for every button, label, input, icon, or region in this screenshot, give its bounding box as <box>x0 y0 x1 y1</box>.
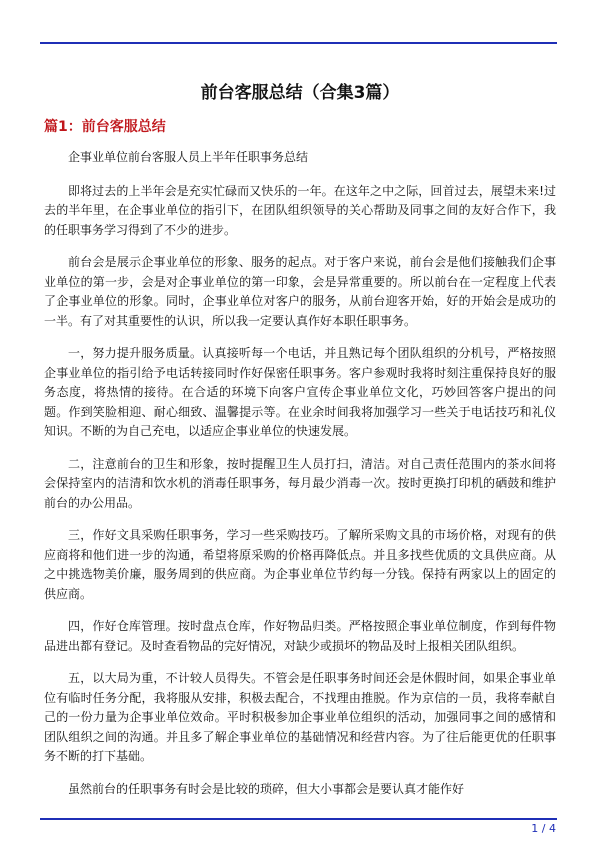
paragraph-closing: 虽然前台的任职事务有时会是比较的琐碎，但大小事都会是要认真才能作好 <box>68 781 465 796</box>
paragraph-point-3: 三，作好文具采购任职事务，学习一些采购技巧。了解所采购文具的市场价格，对现有的供应商将和他们进一步的沟通，希望将原采购的价格再降低点。并且多找些优质的文具供应商。从之中挑选物美价廉，服务周到的供应商。为企事业单位节约每一分钱。保持有两家以上的固定的供应商。 <box>44 528 556 601</box>
paragraph-point-5: 五，以大局为重，不计较人员得失。不管会是任职事务时间还会是休假时间，如果企事业单位有临时任务分配，我将服从安排，积极去配合，不找理由推脱。作为京信的一员，我将奉献自己的一份力量为企事业单位效命。平时积极参加企事业单位组织的活动，加强同事之间的感情和团队组织之间的沟通。并且多了解企事业单位的基础情况和经营内容。为了往后能更优的任职事务不断的打下基础。 <box>44 671 556 763</box>
page-number: 1 / 4 <box>531 822 556 835</box>
paragraph-intro: 即将过去的上半年会是充实忙碌而又快乐的一年。在这年之中之际，回首过去，展望未来!过去的半年里，在企事业单位的指引下，在团队组织领导的关心帮助及同事之间的友好合作下，我的任职事务学习得到了不少的进步。 <box>44 183 556 237</box>
section-heading: 篇1：前台客服总结 <box>44 119 166 135</box>
paragraph-front-desk-role: 前台会是展示企事业单位的形象、服务的起点。对于客户来说，前台会是他们接触我们企事业单位的第一步，会是对企事业单位的第一印象，会是异常重要的。所以前台在一定程度上代表了企事业单位的形象。同时，企事业单位对客户的服务，从前台迎客开始，好的开始会是成功的一半。有了对其重要性的认识，所以我一定要认真作好本职任职事务。 <box>44 255 556 328</box>
paragraph-subtitle: 企事业单位前台客服人员上半年任职事务总结 <box>68 150 309 164</box>
bottom-rule <box>40 818 557 820</box>
document-title: 前台客服总结（合集3篇） <box>200 83 400 103</box>
paragraph-point-1: 一，努力提升服务质量。认真接听每一个电话，并且熟记每个团队组织的分机号，严格按照企事业单位的指引给予电话转接同时作好保密任职事务。客户参观时我将时刻注重保持良好的服务态度，将热情的接待。在合适的环境下向客户宣传企事业单位文化，巧妙回答客户提出的问题。作到笑脸相迎、耐心细致、温馨提示等。在业余时间我将加强学习一些关于电话技巧和礼仪知识。不断的为自己充电，以适应企事业单位的快速发展。 <box>44 346 556 438</box>
paragraph-point-2: 二，注意前台的卫生和形象，按时提醒卫生人员打扫，清洁。对自己责任范围内的茶水间将会保持室内的洁清和饮水机的消毒任职事务，每月最少消毒一次。按时更换打印机的硒鼓和维护前台的办公用品。 <box>44 456 556 510</box>
top-rule <box>40 42 557 44</box>
paragraph-point-4: 四，作好仓库管理。按时盘点仓库，作好物品归类。严格按照企事业单位制度，作到每件物品进出都有登记。及时查看物品的完好情况，对缺少或损坏的物品及时上报相关团队组织。 <box>44 619 556 653</box>
document-body <box>44 148 556 812</box>
